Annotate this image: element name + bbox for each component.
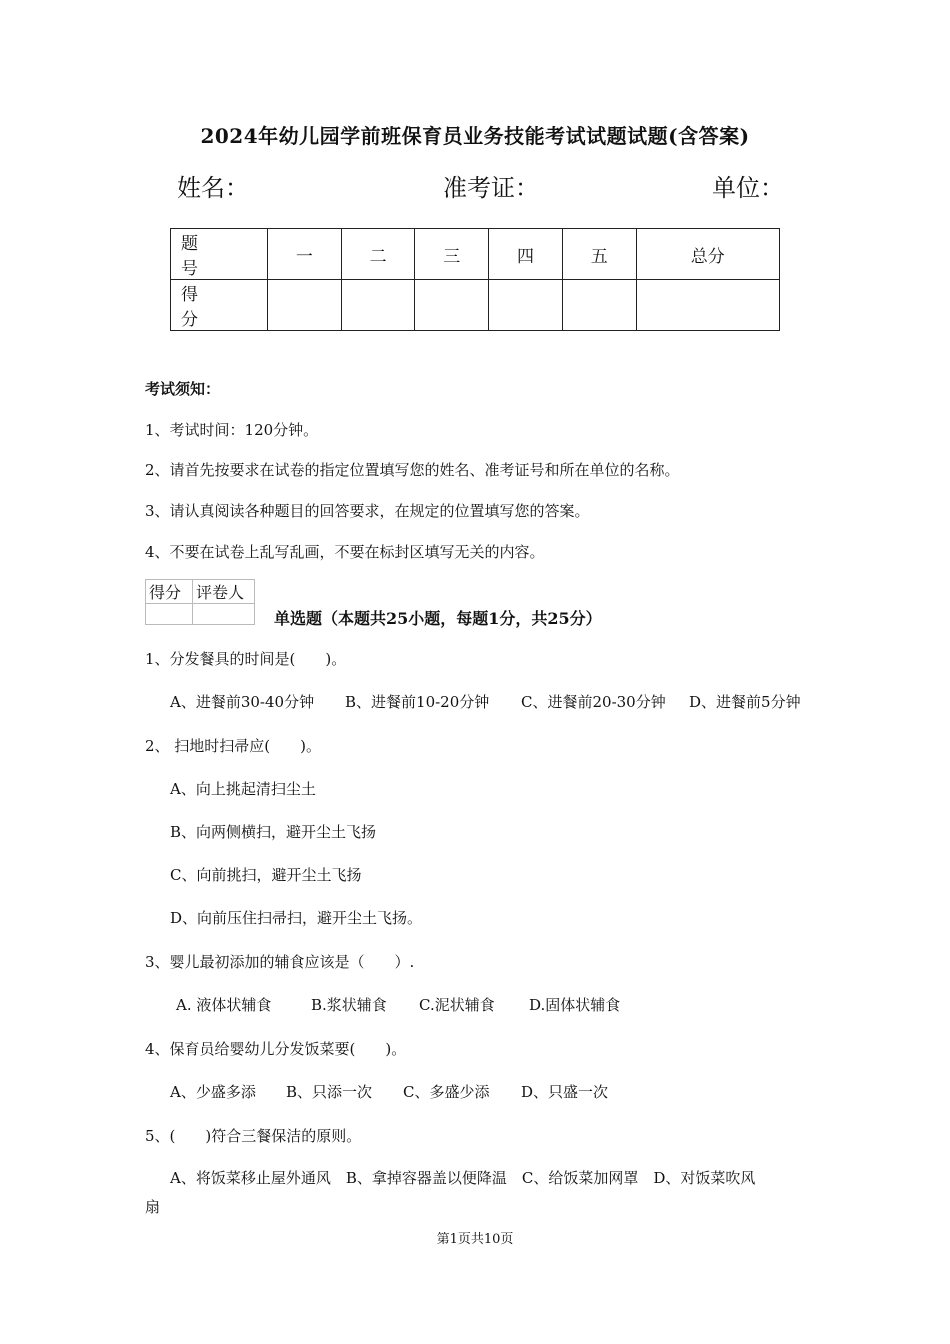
question-options <box>176 994 620 1015</box>
grader-reviewer-label: 评卷人 <box>193 580 255 604</box>
notice-item: 4、不要在试卷上乱写乱画，不要在标封区填写无关的内容。 <box>145 543 545 561</box>
option-c: C.泥状辅食 <box>419 996 495 1014</box>
option-c: C、多盛少添 <box>403 1083 490 1101</box>
score-table-score-row <box>171 280 780 331</box>
score-column-1: 一 <box>268 229 342 280</box>
option-d: D、进餐前5分钟 <box>689 693 801 711</box>
question-stem: 4、保育员给婴幼儿分发饭菜要( )。 <box>145 1040 407 1058</box>
candidate-fields <box>0 168 950 208</box>
question-options <box>170 1081 608 1102</box>
score-column-5: 五 <box>562 229 636 280</box>
score-cell-5 <box>562 280 636 331</box>
page-title: 2024年幼儿园学前班保育员业务技能考试试题试题(含答案) <box>200 124 750 148</box>
notice-item: 3、请认真阅读各种题目的回答要求，在规定的位置填写您的答案。 <box>145 502 590 520</box>
grader-box <box>145 579 255 625</box>
question-options: A、将饭菜移止屋外通风 B、拿掉容器盖以便降温 C、给饭菜加网罩 D、对饭菜吹风 <box>170 1169 756 1187</box>
option-d: D、只盛一次 <box>521 1083 609 1101</box>
score-table <box>170 228 780 331</box>
notice-heading: 考试须知： <box>145 380 221 398</box>
unit-field-label: 单位： <box>712 174 784 202</box>
exam-number-field-label: 准考证： <box>443 174 539 202</box>
option-c: C、进餐前20-30分钟 <box>521 693 666 711</box>
option-b: B.浆状辅食 <box>311 996 387 1014</box>
score-column-2: 二 <box>341 229 415 280</box>
score-column-4: 四 <box>489 229 563 280</box>
question-stem: 1、分发餐具的时间是( )。 <box>145 650 347 668</box>
score-column-total: 总分 <box>636 229 779 280</box>
option-d: D.固体状辅食 <box>529 996 621 1014</box>
question-stem: 5、( )符合三餐保洁的原则。 <box>145 1127 362 1145</box>
score-column-3: 三 <box>415 229 489 280</box>
score-cell-total <box>636 280 779 331</box>
notice-item: 1、考试时间：120分钟。 <box>145 421 319 439</box>
grader-reviewer-cell <box>193 604 255 625</box>
name-field-label: 姓名： <box>177 174 249 202</box>
question-options <box>170 691 801 712</box>
option-b: B、向两侧横扫，避开尘土飞扬 <box>170 823 377 841</box>
question-number-header: 题 号 <box>171 229 268 280</box>
section-heading: 单选题（本题共25小题，每题1分，共25分） <box>274 609 602 628</box>
score-row-header: 得 分 <box>171 280 268 331</box>
score-cell-1 <box>268 280 342 331</box>
score-cell-3 <box>415 280 489 331</box>
option-b: B、只添一次 <box>286 1083 373 1101</box>
option-a: A、进餐前30-40分钟 <box>170 693 315 711</box>
question-options-wrap: 扇 <box>145 1198 161 1216</box>
option-a: A、少盛多添 <box>170 1083 256 1101</box>
score-cell-4 <box>489 280 563 331</box>
option-c: C、向前挑扫，避开尘土飞扬 <box>170 866 362 884</box>
score-cell-2 <box>341 280 415 331</box>
option-a: A、向上挑起清扫尘土 <box>170 780 316 798</box>
score-table-header-row <box>171 229 780 280</box>
option-d: D、向前压住扫帚扫，避开尘土飞扬。 <box>170 909 423 927</box>
grader-score-cell <box>146 604 193 625</box>
grader-score-label: 得分 <box>146 580 193 604</box>
question-stem: 3、婴儿最初添加的辅食应该是（ ）. <box>145 953 415 971</box>
notice-item: 2、请首先按要求在试卷的指定位置填写您的姓名、准考证号和所在单位的名称。 <box>145 461 680 479</box>
option-b: B、进餐前10-20分钟 <box>345 693 490 711</box>
page-footer: 第1页共10页 <box>436 1232 514 1247</box>
question-stem: 2、 扫地时扫帚应( )。 <box>145 737 322 755</box>
option-a: A. 液体状辅食 <box>176 996 272 1014</box>
